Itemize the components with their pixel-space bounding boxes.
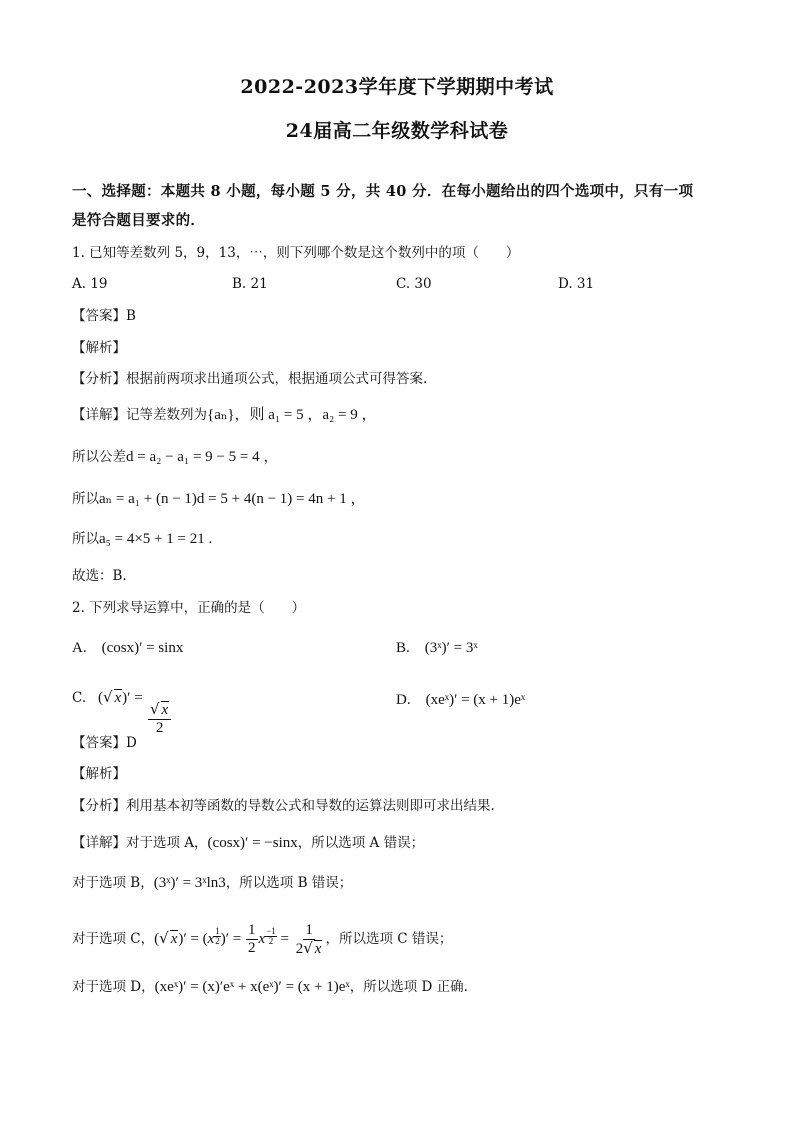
q1-detail-math: {aₙ}，则 a₁ = 5 ，a₂ = 9 ， (207, 407, 377, 423)
section-heading-cont: 是符合题目要求的． (72, 212, 206, 229)
q1-detail (72, 405, 730, 425)
q1-analysis-tag: 【解析】 (72, 340, 126, 356)
q1-option-c: C. 30 (396, 276, 432, 292)
q2-analysis-tag: 【解析】 (72, 766, 126, 782)
q2-option-c: C. (√ x)′ = $\frac{√ x}{2}$ (72, 688, 172, 737)
q2-detail-c-suffix: ，所以选项 C 错误； (325, 931, 453, 947)
q2-detail-a (72, 833, 730, 853)
q1-step1-prefix: 所以公差 (72, 449, 126, 465)
q2-option-b: B. (3ˣ)′ = 3ˣ (396, 640, 478, 656)
section-heading: 一、选择题：本题共 8 小题，每小题 5 分，共 40 分．在每小题给出的四个选项中，只有一项 (72, 183, 694, 200)
q1-step3 (72, 529, 730, 549)
q1-detail-prefix: 【详解】记等差数列为 (72, 407, 207, 423)
q2-detail-d-math: (xeˣ)′ = (x)′eˣ + x(eˣ)′ = (x + 1)eˣ (154, 979, 350, 995)
q2-answer: 【答案】D (72, 735, 137, 751)
q2-option-d: D. (xeˣ)′ = (x + 1)eˣ (396, 692, 526, 708)
exam-title: 2022-2023学年度下学期期中考试 (240, 76, 554, 98)
q2-detail-b-prefix: 对于选项 B， (72, 875, 154, 891)
q2-detail-a-prefix: 【详解】对于选项 A， (72, 835, 208, 851)
q2-detail-b (72, 873, 730, 893)
q2-detail-c-prefix: 对于选项 C， (72, 931, 155, 947)
q2-detail-d-prefix: 对于选项 D， (72, 979, 155, 995)
q1-stem: 1. 已知等差数列 5，9，13，⋯，则下列哪个数是这个数列中的项（ ） (72, 245, 520, 261)
q2-fenxi: 【分析】利用基本初等函数的导数公式和导数的运算法则即可求出结果. (72, 798, 495, 814)
q1-step2-math: aₙ = a₁ + (n − 1)d = 5 + 4(n − 1) = 4n + 1 ， (99, 491, 366, 507)
q2-stem: 2. 下列求导运算中，正确的是（ ） (72, 600, 306, 616)
q2-detail-b-suffix: ，所以选项 B 错误； (225, 875, 353, 891)
q1-final: 故选：B. (72, 568, 127, 584)
q2-option-a: A. (cosx)′ = sinx (72, 640, 184, 656)
q1-fenxi: 【分析】根据前两项求出通项公式，根据通项公式可得答案. (72, 371, 428, 387)
exam-subtitle: 24届高二年级数学科试卷 (285, 120, 509, 142)
q1-step3-math: a₅ = 4×5 + 1 = 21 . (99, 531, 213, 547)
q2-options-row2 (72, 676, 672, 736)
q2-detail-a-suffix: ，所以选项 A 错误； (297, 835, 425, 851)
q1-answer: 【答案】B (72, 308, 136, 324)
q1-step1 (72, 447, 730, 467)
q1-step2 (72, 489, 730, 509)
q1-step3-prefix: 所以 (72, 531, 99, 547)
q2-option-c-label: C. (72, 690, 87, 706)
q1-option-d: D. 31 (558, 276, 595, 292)
q1-step2-prefix: 所以 (72, 491, 99, 507)
q2-detail-d-suffix: ，所以选项 D 正确. (349, 979, 468, 995)
q1-step1-math: d = a₂ − a₁ = 9 − 5 = 4 ， (126, 449, 279, 465)
q1-option-a: A. 19 (72, 276, 108, 292)
q2-detail-c (72, 918, 730, 958)
q2-detail-a-math: (cosx)′ = −sinx (207, 835, 298, 851)
q2-detail-b-math: (3ˣ)′ = 3ˣln3 (153, 875, 226, 891)
q2-detail-d (72, 977, 730, 997)
q2-detail-c-math: (√ x)′ = (x $\frac{1}{2}$ )′ = $\frac{1}{2}$ x $\frac{-1}{2}$ = $\frac{1}{2√ x}$ (154, 921, 322, 957)
q1-option-b: B. 21 (232, 276, 268, 292)
